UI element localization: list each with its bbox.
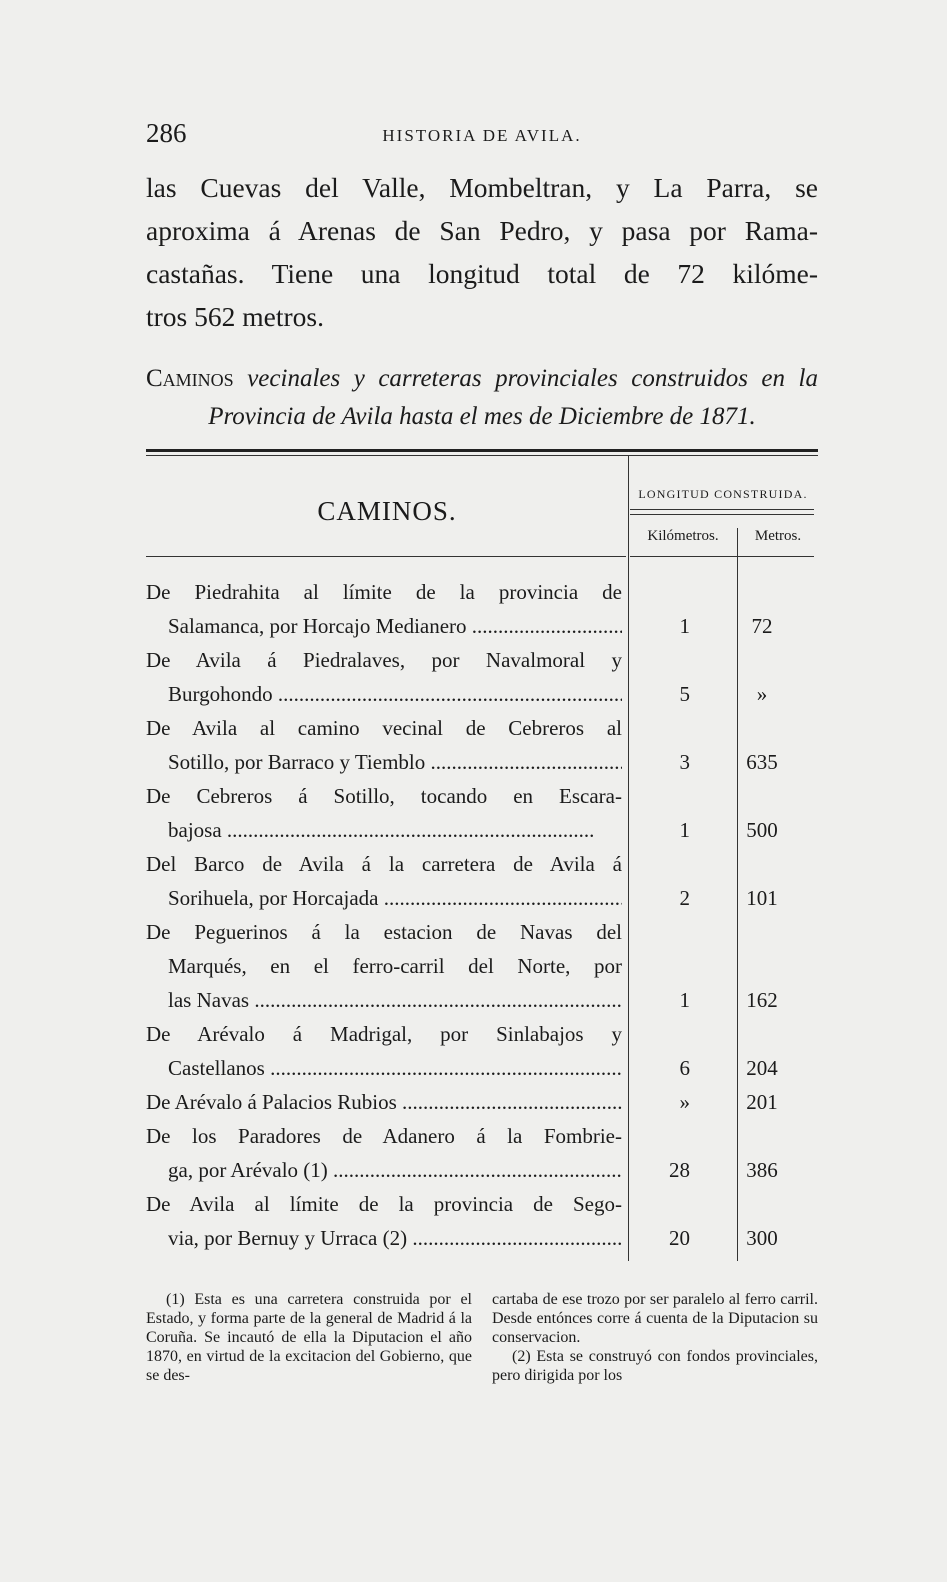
row-text-cont: Marqués, en el ferro-carril del Norte, por <box>168 954 622 978</box>
row-text: De Avila al límite de la provincia de Sego- <box>146 1192 622 1216</box>
header-longitud-rule <box>630 509 814 510</box>
row-text-cont-value: las Navas <box>168 988 250 1012</box>
table-row <box>146 1119 818 1187</box>
intro-paragraph <box>146 166 818 338</box>
table-body <box>146 575 818 1255</box>
row-text-cont-value: bajosa <box>168 818 222 842</box>
page-number: 286 <box>146 118 187 148</box>
row-km: 6 <box>679 1056 690 1080</box>
running-title: HISTORIA DE AVILA. <box>382 126 582 145</box>
row-km: 2 <box>679 886 690 910</box>
leader-dots <box>222 818 595 842</box>
table-row <box>146 1187 818 1255</box>
row-text-cont-value: Castellanos <box>168 1056 265 1080</box>
row-m: 300 <box>746 1226 778 1250</box>
row-text-cont-value: Burgohondo <box>168 682 273 706</box>
leader-dots <box>425 750 622 774</box>
leader-dots <box>407 1226 622 1250</box>
page-header <box>146 118 818 154</box>
row-km: 5 <box>679 682 690 706</box>
row-m: 162 <box>746 988 778 1012</box>
row-m: 500 <box>746 818 778 842</box>
table-top-rule <box>146 449 818 452</box>
table-title <box>146 360 818 436</box>
row-km: 1 <box>679 614 690 638</box>
row-m: 201 <box>746 1090 778 1114</box>
row-m: 635 <box>746 750 778 774</box>
row-text-cont <box>146 609 622 643</box>
table-row <box>146 1085 818 1119</box>
row-m: 72 <box>751 614 773 638</box>
row-m: 386 <box>746 1158 778 1182</box>
table-row <box>146 1017 818 1085</box>
header-caminos-rule <box>146 556 626 557</box>
intro-line: castañas. Tiene una longitud total de 72 kilóme- <box>146 258 818 289</box>
row-text-cont-value: Salamanca, por Horcajo Medianero <box>168 614 467 638</box>
row-km: 3 <box>679 750 690 774</box>
row-text-cont <box>146 1153 622 1187</box>
table-title-rest: vecinales y carreteras provinciales construidos en la <box>247 365 818 392</box>
row-m: 204 <box>746 1056 778 1080</box>
row-text-cont <box>146 983 622 1017</box>
leader-dots <box>249 988 622 1012</box>
row-text: De Avila á Piedralaves, por Navalmoral y <box>146 648 622 672</box>
row-text-value: De Arévalo á Palacios Rubios <box>146 1090 397 1114</box>
table-title-line-1 <box>146 360 818 398</box>
row-text-cont <box>146 813 622 847</box>
row-m: 101 <box>746 886 778 910</box>
row-text: De Cebreros á Sotillo, tocando en Escara- <box>146 784 622 808</box>
table-row <box>146 643 818 711</box>
table-row <box>146 847 818 915</box>
header-caminos: CAMINOS. <box>317 496 457 526</box>
caminos-word: Caminos <box>146 365 234 392</box>
table-row <box>146 779 818 847</box>
leader-dots <box>273 682 622 706</box>
row-text: De Peguerinos á la estacion de Navas del <box>146 920 622 944</box>
row-text: De Piedrahita al límite de la provincia de <box>146 580 622 604</box>
table-top-rule-thin <box>146 455 818 456</box>
row-text: De los Paradores de Adanero á la Fombrie- <box>146 1124 622 1148</box>
header-metros: Metros. <box>754 528 802 544</box>
header-kilometros: Kilómetros. <box>647 528 719 544</box>
table-title-line-2: Provincia de Avila hasta el mes de Diciembre de 1871. <box>208 403 756 430</box>
leader-dots <box>379 886 622 910</box>
footnote-column-right <box>492 1290 818 1385</box>
row-text-cont <box>146 1051 622 1085</box>
row-text-cont <box>146 745 622 779</box>
header-longitud-rule-2 <box>630 514 814 515</box>
leader-dots <box>467 614 622 638</box>
row-km: 20 <box>669 1226 690 1250</box>
leader-dots <box>265 1056 622 1080</box>
footnote-column-left <box>146 1290 472 1385</box>
row-text-cont-value: ga, por Arévalo (1) <box>168 1158 328 1182</box>
footnote-2: (2) Esta se construyó con fondos provinciales, pero dirigida por los <box>492 1348 818 1384</box>
header-longitud: LONGITUD CONSTRUIDA. <box>638 487 808 501</box>
row-text: De Arévalo á Madrigal, por Sinlabajos y <box>146 1022 622 1046</box>
intro-line: aproxima á Arenas de San Pedro, y pasa por Rama- <box>146 215 818 246</box>
leader-dots <box>397 1090 622 1114</box>
row-text <box>146 1085 622 1119</box>
row-text: Del Barco de Avila á la carretera de Avila á <box>146 852 622 876</box>
row-text-cont-value: via, por Bernuy y Urraca (2) <box>168 1226 408 1250</box>
row-text-cont-value: Sotillo, por Barraco y Tiemblo <box>168 750 426 774</box>
row-m: » <box>756 682 768 706</box>
table-row <box>146 575 818 643</box>
row-text: De Avila al camino vecinal de Cebreros al <box>146 716 622 740</box>
footnote-1-cont: cartaba de ese trozo por ser paralelo al ferro carril. Desde entónces corre á cuenta de la Diputacion su conservacion. <box>492 1291 818 1346</box>
row-km: 28 <box>669 1158 690 1182</box>
table-row <box>146 711 818 779</box>
row-text-cont-value: Sorihuela, por Horcajada <box>168 886 379 910</box>
leader-dots <box>328 1158 622 1182</box>
footnote-1: (1) Esta es una carretera construida por el Estado, y forma parte de la general de Madrid á la Coruña. Se incautó de ella la Diputacion el año 1870, en virtud de la excitacion del Gobierno, que se des- <box>146 1291 472 1384</box>
intro-line: las Cuevas del Valle, Mombeltran, y La Parra, se <box>146 172 818 203</box>
intro-line: tros 562 metros. <box>146 301 324 332</box>
row-text-cont <box>146 1221 622 1255</box>
row-text-cont <box>146 881 622 915</box>
row-km: » <box>679 1090 690 1114</box>
header-units-rule <box>630 556 814 557</box>
row-text-cont <box>146 677 622 711</box>
row-km: 1 <box>679 818 690 842</box>
table-row <box>146 915 818 1017</box>
row-km: 1 <box>679 988 690 1012</box>
